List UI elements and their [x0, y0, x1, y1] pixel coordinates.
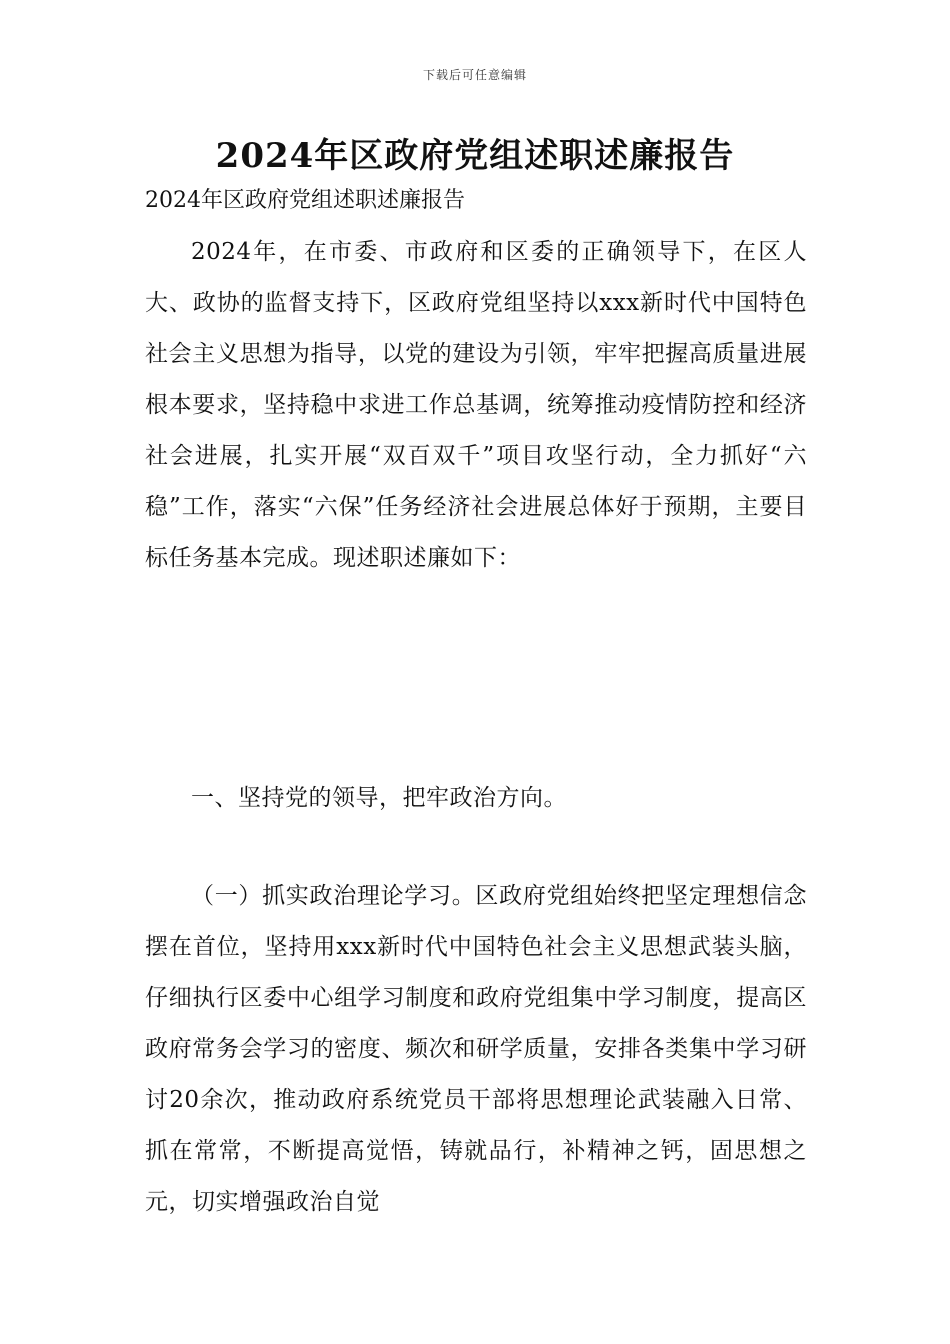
section-heading: 一、坚持党的领导，把牢政治方向。 — [191, 785, 567, 811]
header-note: 下载后可任意编辑 — [422, 68, 527, 82]
section-paragraph: （一）抓实政治理论学习。区政府党组始终把坚定理想信念摆在首位，坚持用xxx新时代中国特色社会主义思想武装头脑，仔细执行区委中心组学习制度和政府党组集中学习制度，提高区政府常务会学习的密度、频次和研学质量，安排各类集中学习研讨20余次，推动政府系统党员干部将思想理论武装融入日常、抓在常常，不断提高觉悟，铸就品行，补精神之钙，固思想之元，切实增强政治自觉 — [145, 883, 807, 1215]
document-subtitle: 2024年区政府党组述职述廉报告 — [145, 188, 465, 213]
document-title: 2024年区政府党组述职述廉报告 — [215, 136, 735, 176]
intro-paragraph: 2024年，在市委、市政府和区委的正确领导下，在区人大、政协的监督支持下，区政府党组坚持以xxx新时代中国特色社会主义思想为指导，以党的建设为引领，牢牢把握高质量进展根本要求，坚持稳中求进工作总基调，统筹推动疫情防控和经济社会进展，扎实开展“双百双千”项目攻坚行动，全力抓好“六稳”工作，落实“六保”任务经济社会进展总体好于预期，主要目标任务基本完成。现述职述廉如下： — [145, 239, 807, 571]
